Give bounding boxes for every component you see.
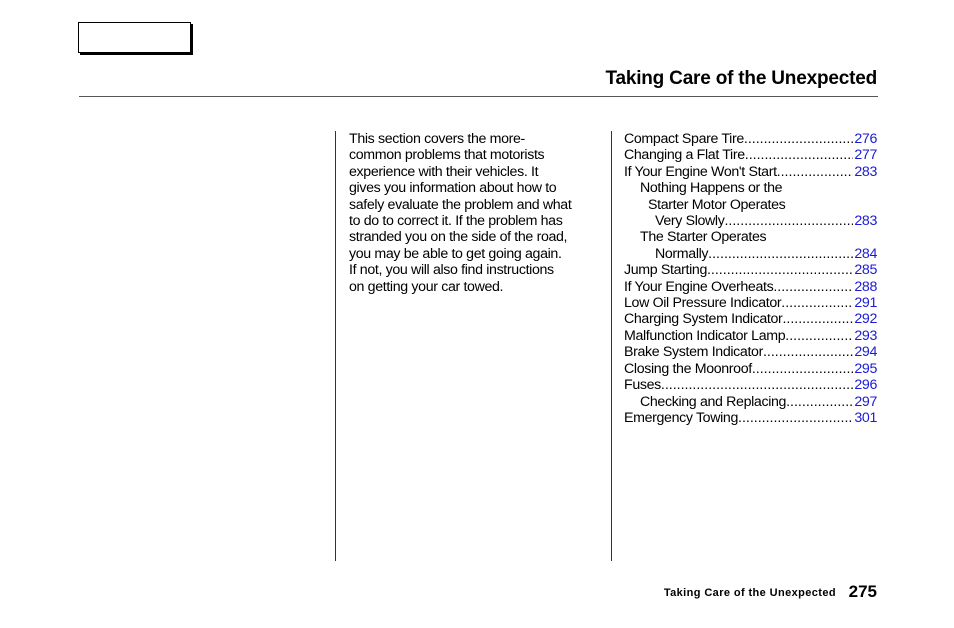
toc-leader bbox=[661, 377, 853, 393]
toc-page-link[interactable]: 301 bbox=[854, 409, 877, 426]
toc-page-link[interactable]: 296 bbox=[854, 377, 877, 394]
toc-label: Very Slowly bbox=[655, 213, 725, 230]
intro-line: you may be able to get going again. bbox=[349, 245, 562, 262]
page-title: Taking Care of the Unexpected bbox=[605, 68, 877, 89]
intro-line: experience with their vehicles. It bbox=[349, 163, 539, 180]
toc-subheading: Starter Motor Operates bbox=[648, 196, 786, 213]
toc-page-link[interactable]: 288 bbox=[854, 278, 877, 295]
toc-entry-low-oil-pressure[interactable] bbox=[624, 295, 877, 311]
toc-page-link[interactable]: 291 bbox=[854, 295, 877, 312]
intro-paragraph bbox=[349, 131, 605, 295]
toc-leader bbox=[782, 311, 853, 327]
toc-entry-closing-moonroof[interactable] bbox=[624, 361, 877, 377]
toc-label: Emergency Towing bbox=[624, 409, 739, 426]
toc-entry-brake-system[interactable] bbox=[624, 344, 877, 360]
intro-line: This section covers the more- bbox=[349, 131, 525, 147]
intro-line: on getting your car towed. bbox=[349, 278, 504, 295]
toc-label: Jump Starting bbox=[624, 262, 707, 279]
toc-entry-checking-replacing[interactable] bbox=[624, 394, 877, 410]
toc-page-link[interactable]: 283 bbox=[854, 213, 877, 230]
toc-page-link[interactable]: 297 bbox=[854, 393, 877, 410]
intro-line: to do to correct it. If the problem has bbox=[349, 213, 563, 230]
toc-entry-engine-wont-start[interactable] bbox=[624, 164, 877, 180]
toc-subheading: Nothing Happens or the bbox=[640, 180, 783, 197]
table-of-contents bbox=[624, 131, 877, 426]
toc-label: Checking and Replacing bbox=[640, 393, 787, 410]
toc-label: Fuses bbox=[624, 377, 661, 394]
toc-leader bbox=[773, 279, 853, 295]
column-divider-right bbox=[611, 131, 612, 561]
toc-subheading: The Starter Operates bbox=[640, 229, 767, 246]
intro-line: stranded you on the side of the road, bbox=[349, 229, 568, 246]
intro-line: gives you information about how to bbox=[349, 180, 557, 197]
toc-label: Normally bbox=[655, 245, 709, 262]
toc-label: If Your Engine Overheats bbox=[624, 278, 774, 295]
toc-leader bbox=[781, 295, 853, 311]
toc-leader bbox=[777, 164, 854, 180]
toc-entry-emergency-towing[interactable] bbox=[624, 410, 877, 426]
toc-page-link[interactable]: 276 bbox=[854, 131, 877, 147]
toc-label: Charging System Indicator bbox=[624, 311, 783, 328]
toc-leader bbox=[738, 410, 853, 426]
toc-page-link[interactable]: 293 bbox=[854, 327, 877, 344]
toc-entry-fuses[interactable] bbox=[624, 377, 877, 393]
toc-page-link[interactable]: 277 bbox=[854, 147, 877, 164]
intro-line: safely evaluate the problem and what bbox=[349, 196, 572, 213]
toc-entry-compact-spare-tire[interactable] bbox=[624, 131, 877, 147]
toc-leader bbox=[763, 344, 853, 360]
toc-leader bbox=[785, 328, 853, 344]
toc-leader bbox=[744, 131, 854, 147]
toc-label: Brake System Indicator bbox=[624, 344, 763, 361]
toc-leader bbox=[708, 246, 853, 262]
section-nav-box[interactable] bbox=[78, 22, 191, 53]
toc-leader bbox=[786, 394, 853, 410]
intro-line: If not, you will also find instructions bbox=[349, 262, 554, 279]
footer-section-label: Taking Care of the Unexpected bbox=[663, 587, 836, 599]
intro-line: common problems that motorists bbox=[349, 147, 545, 164]
toc-leader bbox=[724, 213, 853, 229]
toc-label: Malfunction Indicator Lamp bbox=[624, 327, 786, 344]
toc-entry-charging-system[interactable] bbox=[624, 311, 877, 327]
toc-leader bbox=[707, 262, 853, 278]
toc-entry-engine-overheats[interactable] bbox=[624, 279, 877, 295]
toc-entry-malfunction-lamp[interactable] bbox=[624, 328, 877, 344]
toc-page-link[interactable]: 285 bbox=[854, 262, 877, 279]
toc-entry-jump-starting[interactable] bbox=[624, 262, 877, 278]
toc-label: Low Oil Pressure Indicator bbox=[624, 295, 782, 312]
footer-page-number: 275 bbox=[848, 582, 877, 601]
toc-leader bbox=[745, 147, 854, 163]
toc-entry-changing-flat-tire[interactable] bbox=[624, 147, 877, 163]
toc-label: If Your Engine Won't Start bbox=[624, 163, 777, 180]
toc-page-link[interactable]: 283 bbox=[854, 163, 877, 180]
toc-label: Compact Spare Tire bbox=[624, 131, 744, 147]
title-divider bbox=[79, 96, 878, 97]
toc-page-link[interactable]: 292 bbox=[854, 311, 877, 328]
toc-entry-normally[interactable] bbox=[624, 246, 877, 262]
toc-page-link[interactable]: 284 bbox=[854, 245, 877, 262]
column-divider-left bbox=[335, 131, 336, 561]
toc-leader bbox=[752, 361, 854, 377]
toc-page-link[interactable]: 294 bbox=[854, 344, 877, 361]
toc-label: Closing the Moonroof bbox=[624, 360, 752, 377]
toc-page-link[interactable]: 295 bbox=[854, 360, 877, 377]
toc-label: Changing a Flat Tire bbox=[624, 147, 745, 164]
toc-entry-very-slowly[interactable] bbox=[624, 213, 877, 229]
